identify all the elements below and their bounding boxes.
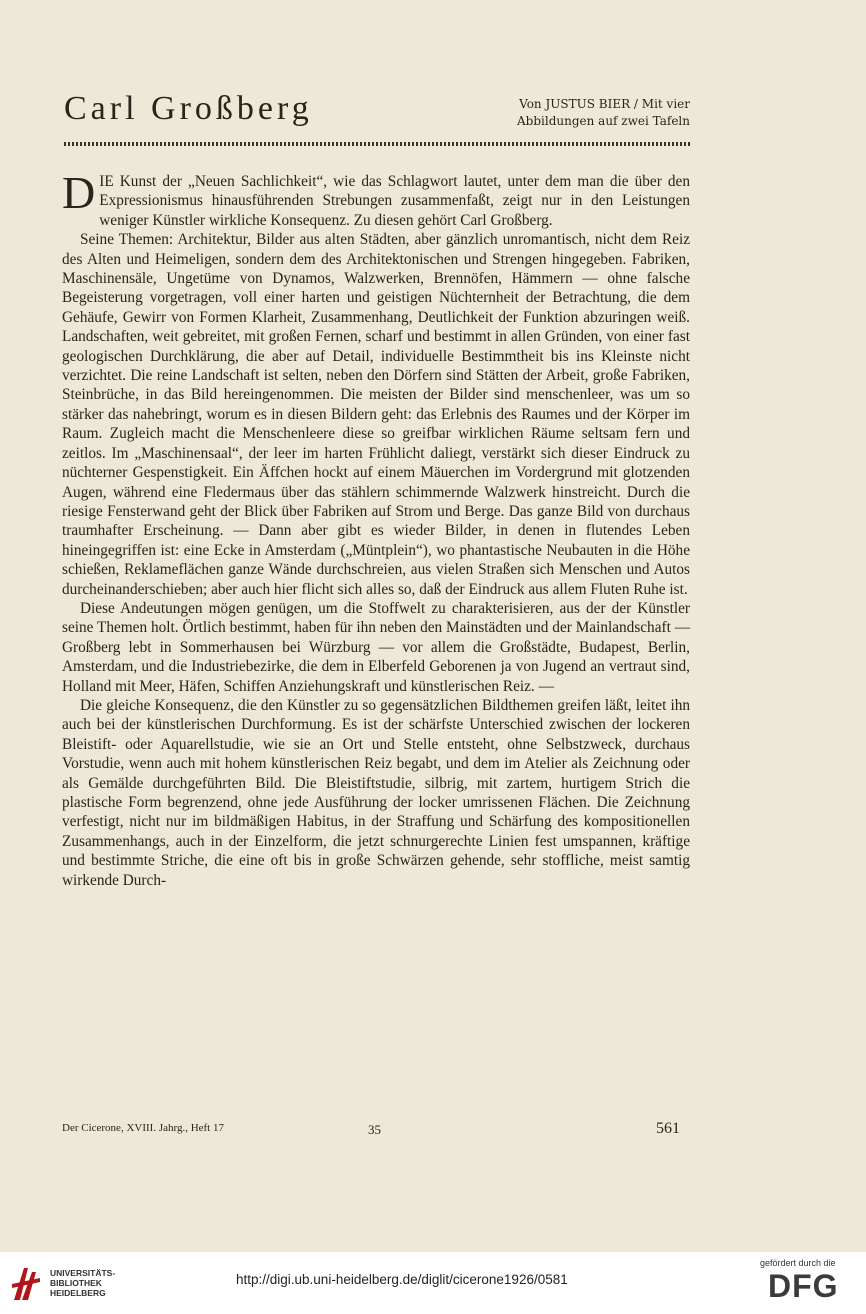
dfg-label: gefördert durch die (760, 1258, 836, 1268)
dfg-logo[interactable]: DFG (768, 1268, 839, 1304)
footer-journal: Der Cicerone, XVIII. Jahrg., Heft 17 (62, 1122, 224, 1134)
byline (490, 96, 690, 130)
ub-heidelberg-logo-icon[interactable] (10, 1262, 42, 1304)
paragraph-2: Seine Themen: Architektur, Bilder aus alten Städten, aber gänzlich unromantisch, nicht dem Reiz des Alten und Heimeligen, sondern dem des Architektonischen und Strengen hingegeben. Fabriken, Maschinensäle, Ungetüme von Dynamos, Walzwerken, Brennöfen, Hämmern — ohne falsche Begeisterung vorgetragen, voll einer harten und geistigen Nüchternheit der Betrachtung, die dem Gehäufe, Gewirr von Formen Klarheit, Zusammenhang, Deutlichkeit der Funktion abzuringen weiß. Landschaften, weit gebreitet, mit großen Fernen, scharf und bestimmt in allen Gründen, von einer fast geologischen Durchklärung, die aber auf Detail, individuelle Bestimmtheit bis ins Kleinste nicht verzichtet. Die reine Landschaft ist selten, neben den Dörfern sind Stätten der Arbeit, große Fabriken, Steinbrüche, in das Bild hereingenommen. Die meisten der Bilder sind menschenleer, was um so stärker das nahebringt, worum es in diesen Bildern geht: das Erlebnis des Raumes und der Körper im Raum. Zugleich macht die Menschenleere diese so greifbar wirklichen Räume seltsam fern und zeitlos. Im „Maschinensaal“, der leer im harten Frühlicht daliegt, verstärkt sich dieser Eindruck zu nüchterner Gespenstigkeit. Ein Äffchen hockt auf einem Mäuerchen im Vordergrund mit glotzenden Augen, während eine Fledermaus über das stählern schimmernde Walzwerk hinstreicht. Durch die riesige Fensterwand geht der Blick über Fabriken auf Strom und Berge. Das ganze Bild von durchaus traumhafter Erscheinung. — Dann aber gibt es wieder Bilder, in denen in flutendes Leben hineingegriffen ist: eine Ecke in Amsterdam („Müntplein“), wo phantastische Neubauten in die Höhe schießen, Reklameflächen ganze Wände durchschreien, aus vielen Straßen sich Menschen und Autos durcheinanderschieben; aber auch hier flicht sich alles so, daß der Eindruck aus allem Fluten Ruhe ist. (62, 231, 690, 598)
footer-signature: 35 (368, 1122, 381, 1137)
page-number: 561 (656, 1120, 680, 1137)
university-name (50, 1268, 115, 1298)
paragraph-1-text: IE Kunst der „Neuen Sachlichkeit“, wie das Schlagwort lautet, unter dem man die über den Expressionismus hinausführenden Strebungen zusammenfaßt, zeigt nur in den Leistungen weniger Künstler wirkliche Konsequenz. Zu diesen gehört Carl Großberg. (99, 173, 690, 229)
article-body (62, 167, 690, 890)
university-line-2: BIBLIOTHEK (50, 1278, 102, 1288)
permalink-url[interactable]: http://digi.ub.uni-heidelberg.de/diglit/cicerone1926/0581 (236, 1272, 568, 1287)
paragraph-4: Die gleiche Konsequenz, die den Künstler zu so gegensätzlichen Bildthemen greifen läßt, leitet ihn auch bei der künstlerischen Durchformung. Es ist der schärfste Unterschied zwischen der lockeren Bleistift- oder Aquarellstudie, wie sie an Ort und Stelle entsteht, ohne Selbstzweck, durchaus Vorstudie, wenn auch mit hohem künstlerischen Reiz begabt, und dem im Atelier als Zeichnung oder als Gemälde durchgeführten Bild. Die Bleistiftstudie, silbrig, mit zartem, hurtigem Strich die plastische Form begrenzend, ohne jede Ausführung der locker umrissenen Flächen. Die Zeichnung verfestigt, nicht nur im bildmäßigen Habitus, in der Straffung und Schärfung des kompositionellen Zusammenhangs, auch in der Einzelform, die jetzt schnurgerechte Linien fest umspannen, kräftige und bestimmte Striche, die eine oft bis in große Schwärzen gehende, sehr stoffliche, meist samtig wirkende Durch- (62, 696, 690, 889)
university-line-3: HEIDELBERG (50, 1288, 106, 1298)
dropcap: D (62, 167, 96, 218)
byline-line-2: Abbildungen auf zwei Tafeln (517, 114, 690, 128)
byline-line-1: Von JUSTUS BIER / Mit vier (519, 97, 690, 111)
paragraph-1 (62, 167, 690, 230)
header-rule (64, 142, 691, 146)
paragraph-3: Diese Andeutungen mögen genügen, um die Stoffwelt zu charakterisieren, aus der der Künstler seine Themen holt. Örtlich bestimmt, haben für ihn neben den Mainstädten und der Mainlandschaft — Großberg lebt in Sommerhausen bei Würzburg — vor allem die Großstädte, Budapest, Berlin, Amsterdam, und die Industriebezirke, die dem in Elberfeld Geborenen ja von Jugend an vertraut sind, Holland mit Meer, Häfen, Schiffen Anziehungskraft und künstlerischen Reiz. — (62, 599, 690, 695)
university-line-1: UNIVERSITÄTS- (50, 1268, 116, 1278)
bottom-bar (0, 1252, 866, 1314)
article-title: Carl Großberg (64, 90, 313, 127)
